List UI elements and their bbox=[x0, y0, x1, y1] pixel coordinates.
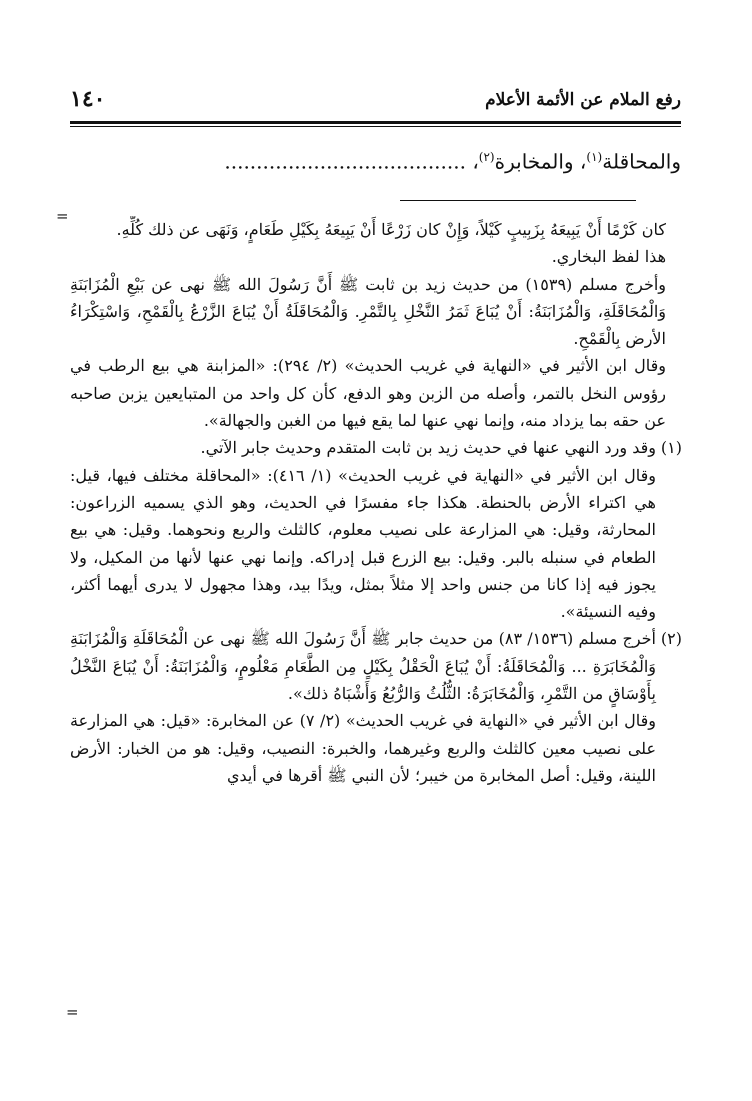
header-rule-thin bbox=[70, 126, 681, 127]
page-number: ١٤٠ bbox=[70, 86, 106, 112]
running-header bbox=[70, 86, 681, 120]
main-term-mukhabara: والمخابرة bbox=[494, 149, 574, 174]
prev-footnote-ibn-athir: وقال ابن الأثير في «النهاية في غريب الحديث» (٢/ ٢٩٤): «المزابنة هي بيع الرطب في رؤوس النخل بالتمر، وأصله من الزبن وهو الدفع، كأن كل واحد من المتبايعين يزبن صاحبه عن حقه بما يزداد منه، وإنما نهي عنها لما يقع فيها من الغبن والجهالة». bbox=[70, 356, 667, 431]
footnote-2-text: أخرج مسلم (١٥٣٦/ ٨٣) من حديث جابر ﷺ أَنَّ رَسُولَ الله ﷺ نهى عن الْمُحَاقَلَةِ وَالْمُزَابَنَةِ وَالْمُخَابَرَةِ ... وَالْمُحَاقَلَةُ: أَنْ يُبَاعَ الْحَقْلُ بِكَيْلٍ مِن الطَّعَامِ مَعْلُومٍ، وَالْمُزَابَنَةُ: أَنْ يُبَاعَ النَّخْلُ بِأَوْسَاقٍ من التَّمْرِ، وَالْمُخَابَرَةُ: الثُّلُثُ وَالرُّبُعُ وَأَشْبَاهُ ذلك». bbox=[70, 629, 656, 704]
prev-footnote-text: كان كَرْمًا أَنْ يَبِيعَهُ بِزَبِيبٍ كَيْلاً، وَإِنْ كان زَرْعًا أَنْ يَبِيعَهُ بِكَيْلِ طَعَامٍ، وَنَهَى عن ذلك كُلِّهِ. bbox=[116, 220, 666, 239]
footnote-1-text: وقد ورد النهي عنها في حديث زيد بن ثابت المتقدم وحديث جابر الآتي. bbox=[200, 438, 656, 458]
header-title: رفع الملام عن الأئمة الأعلام bbox=[485, 90, 681, 110]
main-term-muhaqala: والمحاقلة bbox=[602, 149, 681, 174]
header-rule-thick bbox=[70, 121, 681, 124]
footnote-2-number: (٢) bbox=[660, 629, 682, 649]
footnote-1 bbox=[70, 434, 682, 625]
footnote-2-quote: وقال ابن الأثير في «النهاية في غريب الحديث» (٢/ ٧) عن المخابرة: «قيل: هي المزارعة على نصيب معين كالثلث والربع وغيرهما، والخبرة: النصيب، وقيل: هو من الخبار: الأرض اللينة، وقيل: أصل المخابرة من خيبر؛ لأن النبي ﷺ أقرها في أيدي bbox=[70, 711, 657, 785]
footnote-ref-2[interactable]: (٢) bbox=[478, 150, 495, 164]
main-text-line bbox=[70, 140, 681, 174]
prev-footnote-muslim: وأخرج مسلم (١٥٣٩) من حديث زيد بن ثابت ﷺ أَنَّ رَسُولَ الله ﷺ نهى عن بَيْعِ الْمُزَابَنَةِ وَالْمُحَاقَلَةِ، وَالْمُزَابَنَةُ: أَنْ يُبَاعَ ثَمَرُ النَّخْلِ بِالتَّمْرِ. وَالْمُحَاقَلَةُ أَنْ يُبَاعَ الزَّرْعُ بِالْقَمْحِ، وَاسْتِكْرَاءُ الأرض بِالْقَمْحِ. bbox=[70, 274, 667, 349]
footnote-1-quote: وقال ابن الأثير في «النهاية في غريب الحديث» (١/ ٤١٦): «المحاقلة مختلف فيها، قيل: هي اكتراء الأرض بالحنطة. هكذا جاء مفسرًا في الحديث، وهو الذي يسميه الزراعون: المحارثة، وقيل: هي المزارعة على نصيب معلوم، كالثلث والربع ونحوهما. وقيل: هي بيع الطعام في سنبله بالبر. وقيل: بيع الزرع قبل إدراكه. وإنما نهي عنها لأنها من المكيل، ولا يجوز فيه إذا كانا من جنس واحد إلا مثلاً بمثل، ويدًا بيد، وهذا مجهول لا يدرى أيهما أكثر، وفيه النسيئة». bbox=[70, 465, 657, 622]
prev-footnote-source: هذا لفظ البخاري. bbox=[551, 247, 666, 267]
continuation-mark-bottom: = bbox=[66, 1003, 79, 1021]
continuation-mark-top: = bbox=[56, 207, 69, 225]
footnote-2 bbox=[70, 625, 682, 789]
footnotes bbox=[70, 216, 682, 1006]
main-ellipsis-dots: ، ...................................... bbox=[224, 149, 479, 174]
footnote-1-number: (١) bbox=[660, 438, 682, 458]
main-separator: ، bbox=[573, 149, 587, 174]
footnote-ref-1[interactable]: (١) bbox=[586, 150, 603, 164]
footnote-separator bbox=[400, 200, 636, 201]
